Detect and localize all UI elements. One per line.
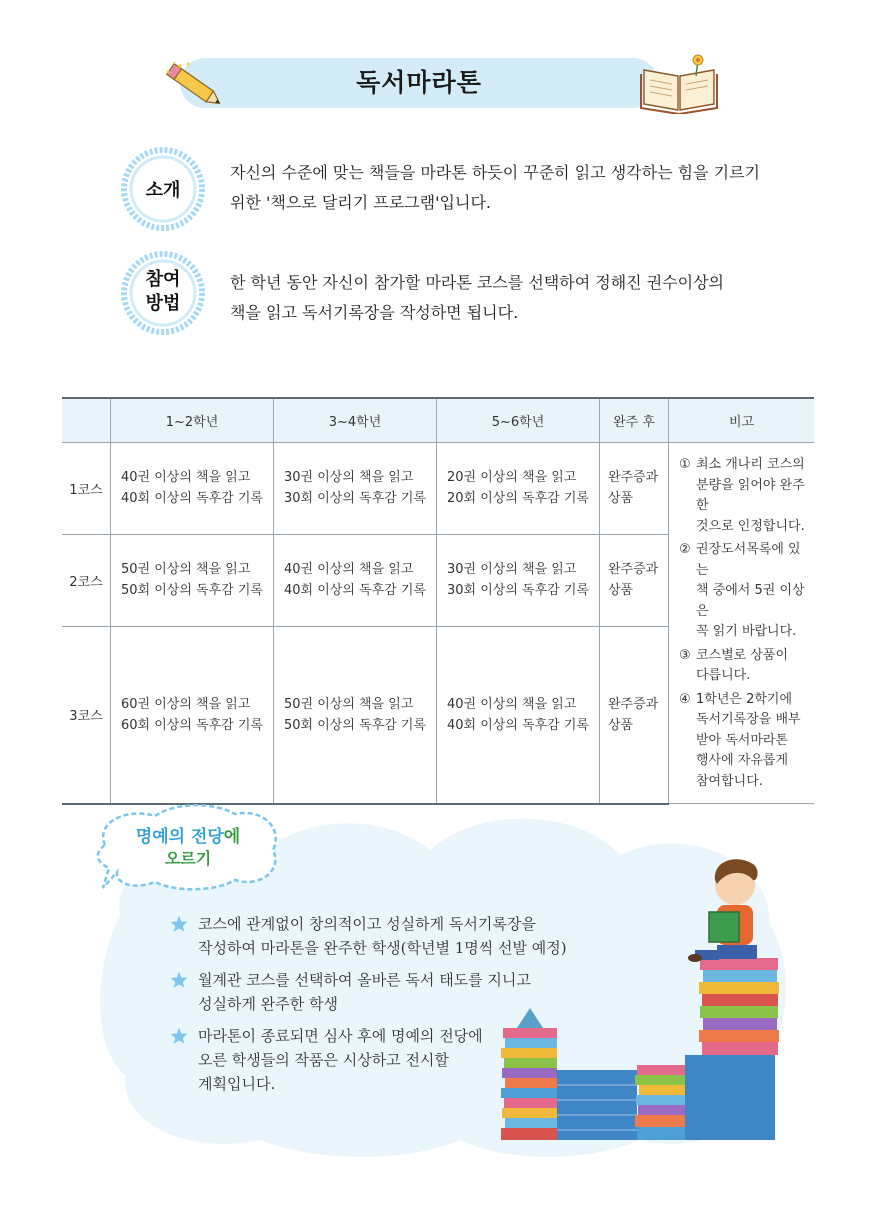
list-item: 월계관 코스를 선택하여 올바른 독서 태도를 지니고 성실하게 완주한 학생	[170, 968, 588, 1016]
remarks-cell	[669, 443, 815, 804]
hall-of-fame-title-suffix: 에	[223, 827, 241, 847]
star-icon	[170, 1027, 188, 1045]
table-cell: 40권 이상의 책을 읽고 40회 이상의 독후감 기록	[437, 626, 600, 803]
completion-reward: 완주증과 상품	[600, 626, 669, 803]
table-cell: 50권 이상의 책을 읽고 50회 이상의 독후감 기록	[274, 626, 437, 803]
remark-item: ① 최소 개나리 코스의 분량을 읽어야 완주한 것으로 인정합니다.	[679, 457, 805, 534]
star-icon	[170, 971, 188, 989]
hall-of-fame-title	[118, 822, 258, 847]
table-cell: 30권 이상의 책을 읽고 30회 이상의 독후감 기록	[437, 534, 600, 626]
participation-label-line: 참여	[145, 269, 181, 290]
course-name: 1코스	[62, 443, 111, 535]
table-header-row	[62, 398, 814, 443]
intro-text	[230, 158, 760, 218]
hall-of-fame-title-main: 명예의 전당	[135, 827, 224, 847]
table-cell: 60권 이상의 책을 읽고 60회 이상의 독후감 기록	[111, 626, 274, 803]
table-cell: 40권 이상의 책을 읽고 40회 이상의 독후감 기록	[111, 443, 274, 535]
hall-of-fame-subtitle: 오르기	[164, 849, 212, 868]
remark-item: ④ 1학년은 2학기에 독서기록장을 배부 받아 독서마라톤 행사에 자유롭게 참여합니다.	[679, 691, 801, 789]
list-item: 마라톤이 종료되면 심사 후에 명예의 전당에 오른 학생들의 작품은 시상하고 전시할 계획입니다.	[170, 1024, 588, 1096]
table-row	[62, 443, 814, 535]
header-cell	[62, 398, 111, 443]
remark-item: ③ 코스별로 상품이 다릅니다.	[679, 647, 789, 683]
header-cell: 3~4학년	[274, 398, 437, 443]
header-cell: 1~2학년	[111, 398, 274, 443]
table-cell: 40권 이상의 책을 읽고 40회 이상의 독후감 기록	[274, 534, 437, 626]
table-cell: 30권 이상의 책을 읽고 30회 이상의 독후감 기록	[274, 443, 437, 535]
star-icon	[170, 915, 188, 933]
participation-line: 한 학년 동안 자신이 참가할 마라톤 코스를 선택하여 정해진 권수이상의	[230, 273, 724, 292]
book-stack-illustration	[495, 850, 805, 1150]
intro-line: 위한 '책으로 달리기 프로그램'입니다.	[230, 193, 491, 212]
intro-line: 자신의 수준에 맞는 책들을 마라톤 하듯이 꾸준히 읽고 생각하는 힘을 기르기	[230, 163, 760, 182]
list-item: 코스에 관계없이 창의적이고 성실하게 독서기록장을 작성하여 마라톤을 완주한 학생(학년별 1명씩 선발 예정)	[170, 912, 588, 960]
table-cell: 50권 이상의 책을 읽고 50회 이상의 독후감 기록	[111, 534, 274, 626]
participation-line: 책을 읽고 독서기록장을 작성하면 됩니다.	[230, 303, 519, 322]
table-cell: 20권 이상의 책을 읽고 20회 이상의 독후감 기록	[437, 443, 600, 535]
title-banner	[180, 58, 658, 108]
open-book-icon	[638, 52, 720, 114]
participation-text	[230, 268, 724, 328]
remark-item: ② 권장도서목록에 있는 책 중에서 5권 이상은 꼭 읽기 바랍니다.	[679, 542, 805, 639]
header-cell: 완주 후	[600, 398, 669, 443]
course-table	[62, 397, 814, 805]
participation-label-line: 방법	[145, 293, 181, 314]
completion-reward: 완주증과 상품	[600, 443, 669, 535]
header-cell: 비고	[669, 398, 815, 443]
completion-reward: 완주증과 상품	[600, 534, 669, 626]
participation-label	[120, 268, 206, 316]
course-name: 3코스	[62, 626, 111, 803]
header-cell: 5~6학년	[437, 398, 600, 443]
pencil-icon	[160, 60, 230, 115]
course-name: 2코스	[62, 534, 111, 626]
intro-label: 소개	[145, 180, 181, 201]
page-title: 독서마라톤	[356, 68, 482, 97]
